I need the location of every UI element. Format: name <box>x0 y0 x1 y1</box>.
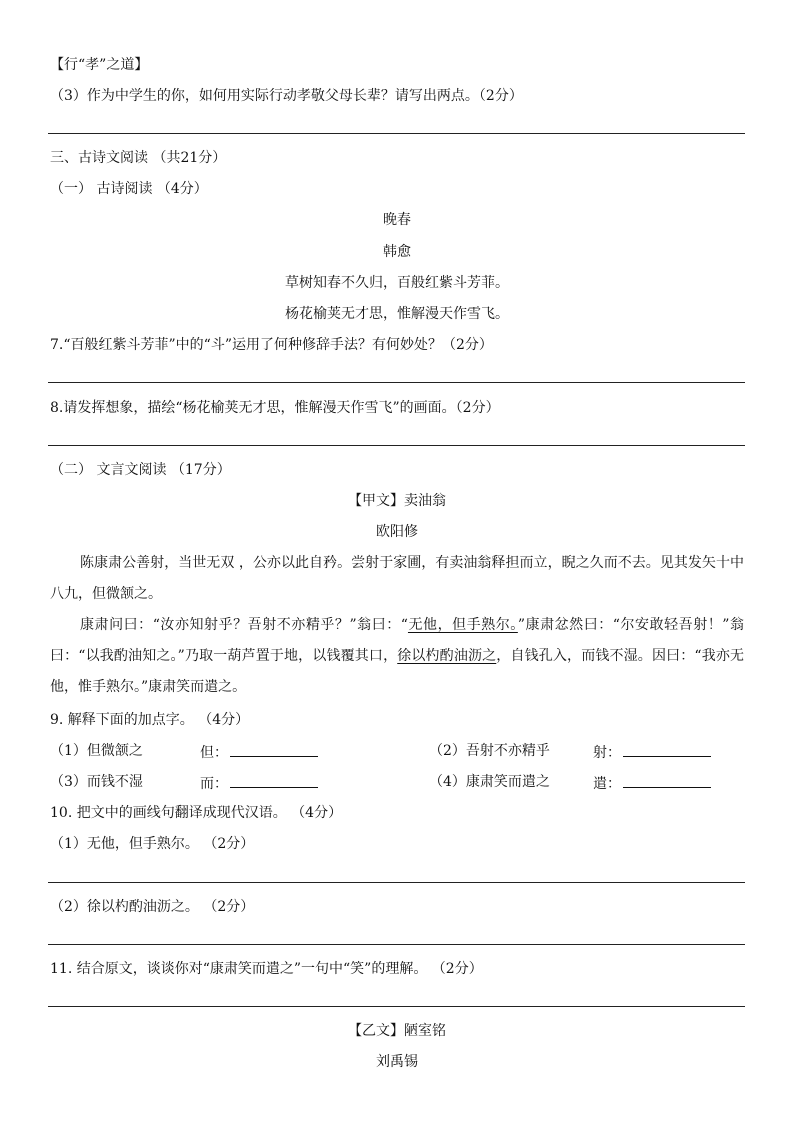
poem-line-2: 杨花榆荚无才思，惟解漫天作雪飞。 <box>285 306 509 322</box>
underlined-sentence-2: 徐以杓酌油沥之 <box>397 648 497 664</box>
question-10: 10. 把文中的画线句翻译成现代汉语。 （4分） <box>50 805 343 821</box>
q9-label-3: 而： <box>200 776 228 792</box>
question-9: 9. 解释下面的加点字。 （4分） <box>50 712 250 728</box>
part-2-heading: （二） 文言文阅读 （17分） <box>50 462 231 478</box>
part-1-heading: （一） 古诗阅读 （4分） <box>50 181 208 197</box>
q9-blank-4[interactable] <box>623 773 711 788</box>
section-3-heading: 三、古诗文阅读 （共21分） <box>50 150 227 166</box>
question-8: 8.请发挥想象，描绘“杨花榆荚无才思，惟解漫天作雪飞”的画面。（2分） <box>50 400 500 416</box>
answer-line <box>48 944 745 945</box>
section-heading-xingxiao: 【行“孝”之道】 <box>50 57 149 73</box>
yiwen-title: 【乙文】陋室铭 <box>348 1023 446 1039</box>
jiawen-title: 【甲文】卖油翁 <box>348 493 446 509</box>
question-7: 7.“百般红紫斗芳菲”中的“斗”运用了何种修辞手法？有何妙处？（2分） <box>50 337 493 353</box>
answer-line <box>48 445 745 446</box>
answer-line <box>48 882 745 883</box>
jiawen-p2-text-c: ，自钱孔入，而钱不湿。因曰：“我亦无他，惟手熟尔。”康肃笑而遣之。 <box>50 648 745 695</box>
q9-label-2: 射： <box>593 745 621 761</box>
q9-item-2: （2）吾射不亦精乎 <box>429 743 550 759</box>
q9-label-4: 遣： <box>593 776 621 792</box>
q9-answer-3[interactable] <box>200 773 318 793</box>
jiawen-p2-text-a: 康肃问曰：“汝亦知射乎？吾射不亦精乎？”翁曰：“ <box>80 617 408 633</box>
answer-line <box>48 1006 745 1007</box>
q9-blank-2[interactable] <box>623 742 711 757</box>
q9-answer-2[interactable] <box>593 742 711 762</box>
jiawen-p2-text-b: ”康肃忿然曰：“尔安敢轻吾射！”翁曰：“以我酌油知之。”乃取一葫芦置于地，以钱覆其口， <box>50 617 744 664</box>
q9-answer-4[interactable] <box>593 773 711 793</box>
q9-item-3: （3）而钱不湿 <box>50 774 143 790</box>
q9-answer-1[interactable] <box>200 742 318 762</box>
yiwen-author: 刘禹锡 <box>376 1054 418 1070</box>
question-10-2: （2）徐以杓酌油沥之。 （2分） <box>50 899 255 915</box>
question-3: （3）作为中学生的你，如何用实际行动孝敬父母长辈？请写出两点。（2分） <box>50 88 523 104</box>
underlined-sentence-1: 无他，但手熟尔。 <box>407 617 518 633</box>
answer-line <box>48 382 745 383</box>
answer-line <box>48 133 745 134</box>
question-11: 11. 结合原文，谈谈你对“康肃笑而遣之”一句中“笑”的理解。 （2分） <box>50 961 483 977</box>
q9-blank-3[interactable] <box>230 773 318 788</box>
q9-label-1: 但： <box>200 745 228 761</box>
q9-item-4: （4）康肃笑而遣之 <box>429 774 550 790</box>
poem-title: 晚春 <box>383 212 411 228</box>
poem-author: 韩愈 <box>383 244 411 260</box>
q9-blank-1[interactable] <box>230 742 318 757</box>
jiawen-paragraph-1: 陈康肃公善射，当世无双 ，公亦以此自矜。尝射于家圃，有卖油翁释担而立，睨之久而不去。见其发矢十中八九，但微颔之。 <box>50 555 744 602</box>
jiawen-paragraph-2 <box>50 610 744 703</box>
poem-line-1: 草树知春不久归，百般红紫斗芳菲。 <box>285 275 509 291</box>
question-10-1: （1）无他，但手熟尔。 （2分） <box>50 836 255 852</box>
q9-item-1: （1）但微颔之 <box>50 743 143 759</box>
jiawen-author: 欧阳修 <box>376 524 418 540</box>
